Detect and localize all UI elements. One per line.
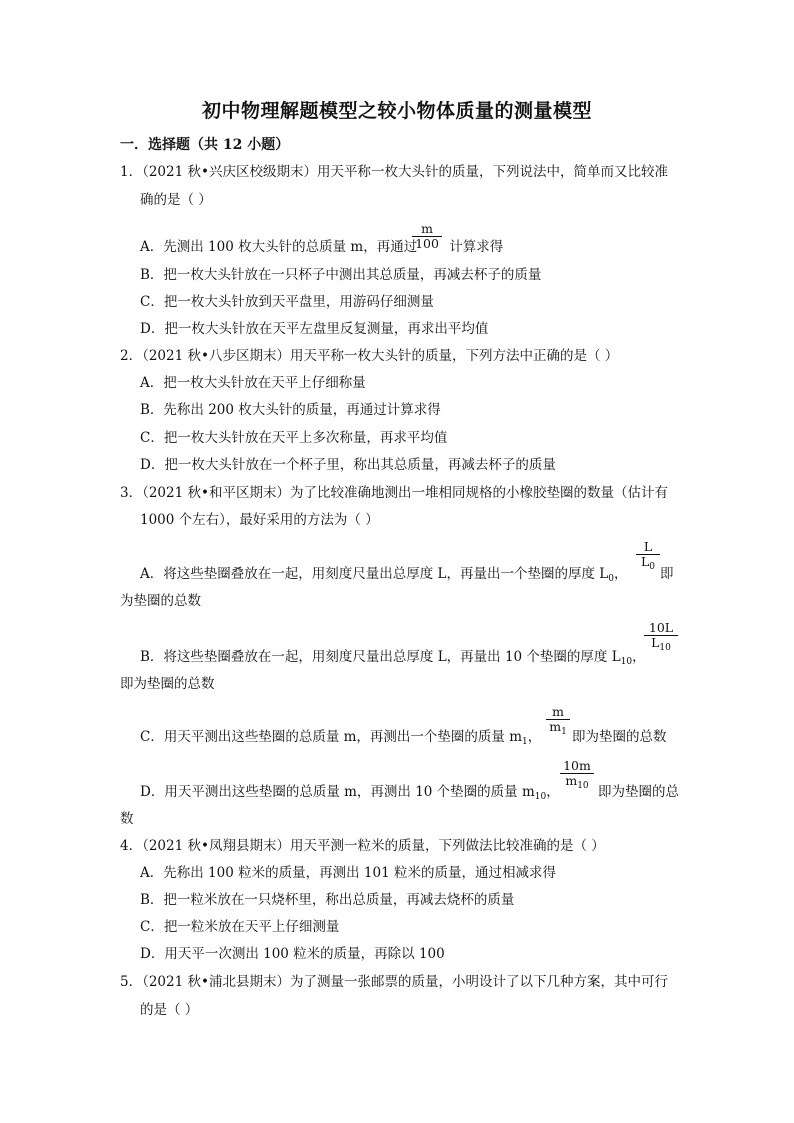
option-a-tail: 即 — [660, 566, 674, 582]
question-4-option-c[interactable]: C．把一粒米放在天平上仔细测量 — [140, 919, 340, 935]
question-3-option-b-cont: 即为垫圈的总数 — [120, 676, 215, 692]
question-3-option-d[interactable]: D．用天平测出这些垫圈的总质量 m，再测出 10 个垫圈的质量 $m_{10}$， — [140, 784, 560, 802]
fraction-10l-over-l10: $\frac{10L}{L_{10}}$ — [644, 621, 678, 655]
question-1-stem: 1．（2021 秋•兴庆区校级期末）用天平称一枚大头针的质量，下列说法中，简单而又比较准 — [120, 164, 668, 180]
section-heading: 一．选择题（共 12 小题） — [120, 137, 290, 153]
fraction-l-over-l0: $\frac{L}{L_0}$ — [636, 540, 660, 574]
question-1-option-b[interactable]: B．把一枚大头针放在一只杯子中测出其总质量，再减去杯子的质量 — [140, 267, 542, 283]
question-5-stem: 5．（2021 秋•浦北县期末）为了测量一张邮票的质量，小明设计了以下几种方案，其中可行 — [120, 974, 668, 990]
question-3-option-c[interactable]: C．用天平测出这些垫圈的总质量 m，再测出一个垫圈的质量 $m_1$， — [140, 729, 542, 747]
page-title: 初中物理解题模型之较小物体质量的测量模型 — [201, 100, 592, 122]
question-3-option-a-cont: 为垫圈的总数 — [120, 593, 201, 609]
question-4-option-a[interactable]: A．先称出 100 粒米的质量，再测出 101 粒米的质量，通过相减求得 — [140, 865, 556, 881]
question-3-stem: 3．（2021 秋•和平区期末）为了比较准确地测出一堆相同规格的小橡胶垫圈的数量（估计有 — [120, 485, 668, 501]
question-1-option-c[interactable]: C．把一枚大头针放到天平盘里，用游码仔细测量 — [140, 294, 434, 310]
option-text: A．先测出 100 枚大头针的总质量 m，再通过 — [140, 239, 418, 255]
question-4-option-b[interactable]: B．把一粒米放在一只烧杯里，称出总质量，再减去烧杯的质量 — [140, 892, 515, 908]
option-d-tail: 即为垫圈的总 — [598, 784, 679, 800]
question-2-option-b[interactable]: B．先称出 200 枚大头针的质量，再通过计算求得 — [140, 402, 441, 418]
fraction-m-over-m1: $\frac{m}{m_1}$ — [546, 705, 570, 739]
question-4-stem: 4．（2021 秋•凤翔县期末）用天平测一粒米的质量，下列做法比较准确的是（ ） — [120, 838, 605, 854]
question-2-stem: 2．（2021 秋•八步区期末）用天平称一枚大头针的质量，下列方法中正确的是（ ） — [120, 348, 619, 364]
question-2-option-c[interactable]: C．把一枚大头针放在天平上多次称量，再求平均值 — [140, 430, 448, 446]
question-3-option-d-cont: 数 — [120, 811, 134, 827]
question-2-option-d[interactable]: D．把一枚大头针放在一个杯子里，称出其总质量，再减去杯子的质量 — [140, 457, 556, 473]
question-1-option-a[interactable] — [140, 238, 503, 256]
question-3-option-b[interactable]: B．将这些垫圈叠放在一起，用刻度尺量出总厚度 L，再量出 10 个垫圈的厚度 $L_{10}$， — [140, 649, 646, 667]
fraction-m-over-100: $\frac{m}{100}$ — [412, 222, 442, 251]
fraction-10m-over-m10: $\frac{10m}{m_{10}}$ — [560, 759, 594, 793]
question-3-stem-cont: 1000 个左右），最好采用的方法为（ ） — [140, 512, 379, 528]
question-1-stem-cont: 确的是（ ） — [140, 192, 212, 208]
question-2-option-a[interactable]: A．把一枚大头针放在天平上仔细称量 — [140, 375, 366, 391]
option-c-tail: 即为垫圈的总数 — [572, 729, 667, 745]
question-1-option-d[interactable]: D．把一枚大头针放在天平左盘里反复测量，再求出平均值 — [140, 321, 489, 337]
question-5-stem-cont: 的是（ ） — [140, 1002, 199, 1018]
question-3-option-a[interactable]: A．将这些垫圈叠放在一起，用刻度尺量出总厚度 L，再量出一个垫圈的厚度 $L_0$， — [140, 566, 628, 584]
question-4-option-d[interactable]: D．用天平一次测出 100 粒米的质量，再除以 100 — [140, 946, 445, 962]
option-text-post: 计算求得 — [449, 239, 504, 255]
